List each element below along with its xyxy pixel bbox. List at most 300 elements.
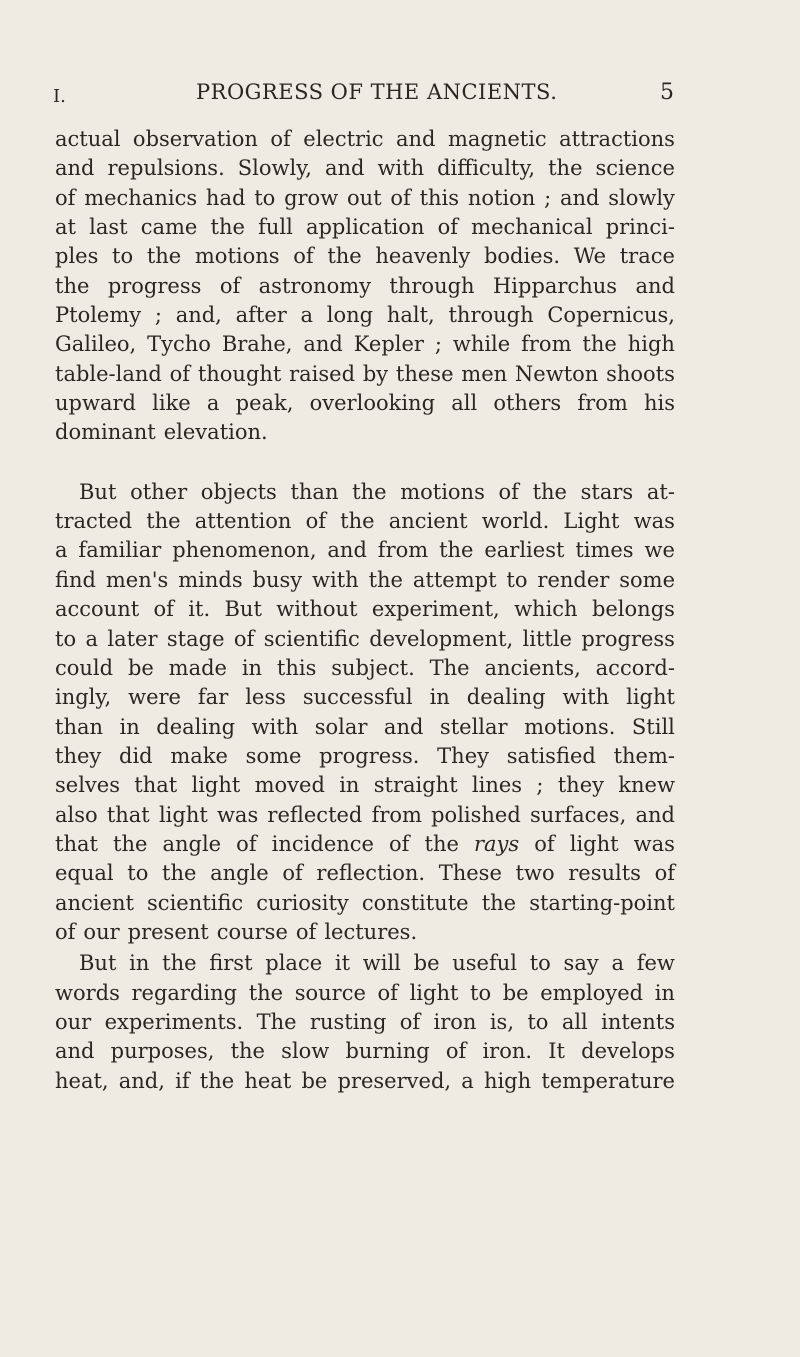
word: Tycho	[147, 332, 211, 357]
paragraph	[55, 949, 675, 1096]
word: progress	[107, 273, 202, 298]
word: in	[339, 773, 360, 798]
word: upward	[55, 391, 136, 416]
text-line	[55, 1037, 675, 1066]
word: raised	[289, 361, 356, 386]
word: the	[424, 831, 459, 856]
word: was	[633, 509, 675, 534]
word: find	[55, 567, 96, 592]
word: far	[197, 685, 229, 710]
word: regarding	[131, 980, 238, 1005]
word: and	[396, 127, 436, 151]
word: that	[55, 831, 98, 856]
word: attention	[194, 509, 292, 534]
word: grow	[284, 185, 339, 210]
word: long	[326, 303, 374, 328]
word: ;	[154, 303, 162, 328]
word: of	[55, 919, 76, 944]
word: equal	[55, 861, 114, 886]
word: Newton	[514, 361, 599, 386]
word: dealing	[156, 714, 236, 739]
word: of	[153, 597, 174, 622]
word: employed	[540, 980, 644, 1005]
word: ancient	[388, 509, 468, 534]
word: actual	[55, 127, 121, 151]
word: course	[216, 919, 288, 944]
text-line	[55, 242, 675, 271]
word: of	[377, 980, 398, 1005]
word: the	[113, 831, 148, 856]
text-line	[55, 154, 675, 183]
word: solar	[314, 714, 368, 739]
word: did	[119, 743, 153, 768]
word: a	[300, 303, 314, 328]
word: with	[251, 714, 299, 739]
word: was	[216, 802, 259, 827]
text-line	[55, 949, 675, 978]
word: application	[305, 215, 425, 240]
word: of	[390, 185, 411, 210]
word: of	[389, 831, 410, 856]
word: our	[83, 919, 120, 944]
word: table-land	[55, 361, 162, 386]
word: to	[470, 980, 492, 1005]
word: of	[654, 861, 675, 886]
word: a	[55, 538, 68, 563]
word: But	[79, 479, 117, 504]
word: other	[130, 479, 188, 504]
word: earliest	[484, 538, 565, 563]
word: knew	[618, 773, 675, 798]
word: some	[619, 567, 675, 592]
word: a	[85, 626, 98, 651]
word: the	[439, 538, 474, 563]
word: will	[362, 951, 401, 976]
word: scientific	[147, 890, 244, 915]
word: of	[437, 215, 458, 240]
word: ancient	[55, 890, 134, 915]
text-line	[55, 683, 675, 712]
word: they	[557, 773, 604, 798]
word: objects	[200, 479, 277, 504]
word: the	[162, 861, 197, 886]
word: trace	[619, 244, 675, 269]
word: from	[377, 538, 429, 563]
word: halt,	[386, 303, 435, 328]
text-line	[55, 566, 675, 595]
word: than	[290, 479, 339, 504]
word: progress.	[319, 743, 420, 768]
paragraph	[55, 125, 675, 448]
word: dealing	[466, 685, 546, 710]
word: was	[633, 831, 675, 856]
word: light	[626, 685, 675, 710]
running-title: PROGRESS OF THE ANCIENTS.	[196, 80, 558, 104]
word: place	[265, 951, 323, 976]
word: tracted	[55, 509, 133, 534]
word: and	[303, 332, 343, 357]
text-line	[55, 979, 675, 1008]
word: to	[127, 861, 149, 886]
word: light	[191, 773, 241, 798]
word: stellar	[439, 714, 508, 739]
word: the	[230, 1039, 265, 1064]
text-line	[55, 184, 675, 213]
word: made	[168, 655, 227, 680]
text-line	[55, 301, 675, 330]
word: be	[127, 655, 154, 680]
word: the	[548, 156, 583, 181]
word: stage	[166, 626, 225, 651]
word: in	[429, 685, 450, 710]
word: while	[452, 332, 511, 357]
word: These	[438, 861, 502, 886]
word: of	[282, 861, 303, 886]
word: men	[461, 361, 508, 386]
word: belongs	[591, 597, 675, 622]
word: results	[568, 861, 641, 886]
word: render	[537, 567, 610, 592]
word: from	[521, 332, 572, 357]
word: temperature	[541, 1068, 675, 1093]
word: it	[334, 951, 351, 976]
word: magnetic	[447, 127, 547, 151]
word: without	[276, 597, 358, 622]
text-line	[55, 713, 675, 742]
word: angle	[162, 831, 222, 856]
word: astronomy	[258, 273, 372, 298]
text-line	[55, 536, 675, 565]
word: men's	[105, 567, 169, 592]
word: reflection.	[316, 861, 426, 886]
word: could	[55, 655, 114, 680]
word: ingly,	[55, 685, 112, 710]
word: It	[548, 1039, 565, 1064]
word: the	[146, 244, 182, 269]
word: source	[294, 980, 366, 1005]
word: repulsions.	[107, 156, 225, 181]
word: of	[236, 831, 257, 856]
word: to	[529, 951, 551, 976]
word: development,	[369, 626, 514, 651]
text-line	[55, 213, 675, 242]
word: words	[55, 980, 120, 1005]
word: scientific	[263, 626, 360, 651]
word: motions	[400, 479, 485, 504]
word: that	[134, 773, 178, 798]
word: the	[146, 509, 181, 534]
word: notion	[467, 185, 536, 210]
body-text	[55, 125, 675, 1096]
word: by	[362, 361, 389, 386]
word: polished	[431, 802, 521, 827]
text-line	[55, 830, 675, 859]
word: subject.	[331, 655, 415, 680]
word: of	[55, 185, 76, 210]
word: of	[270, 127, 291, 151]
word: if	[175, 1068, 190, 1093]
word: first	[209, 951, 253, 976]
word: constitute	[361, 890, 469, 915]
word: intents	[601, 1009, 675, 1034]
word: the	[352, 479, 387, 504]
word: high	[483, 1068, 532, 1093]
word: princi-	[605, 215, 675, 240]
word: Galileo,	[55, 332, 137, 357]
word: ;	[434, 332, 442, 357]
word: Still	[631, 714, 675, 739]
word: from	[371, 802, 422, 827]
word: They	[437, 743, 489, 768]
text-line	[55, 272, 675, 301]
word: rusting	[309, 1009, 387, 1034]
word: others	[493, 391, 562, 416]
word: high	[627, 332, 675, 357]
word: with	[562, 685, 610, 710]
word: the	[532, 479, 567, 504]
word: our	[55, 1009, 92, 1034]
word: the	[481, 890, 517, 915]
word: progress	[581, 626, 675, 651]
word: mechanical	[471, 215, 593, 240]
word: and	[635, 273, 675, 298]
word: at	[55, 215, 76, 240]
word: a	[206, 391, 220, 416]
word: to	[254, 185, 276, 210]
word: his	[643, 391, 675, 416]
text-line	[55, 1067, 675, 1096]
word: be	[413, 951, 440, 976]
word: of	[498, 479, 519, 504]
word: attempt	[412, 567, 497, 592]
word: successful	[302, 685, 413, 710]
word: present	[127, 919, 209, 944]
word: to	[55, 626, 77, 651]
word: Light	[563, 509, 620, 534]
word: accord-	[595, 655, 675, 680]
word: two	[515, 861, 555, 886]
word: Kepler	[353, 332, 424, 357]
word: a	[461, 1068, 474, 1093]
word: But	[224, 597, 262, 622]
word: from	[577, 391, 628, 416]
word: lines	[471, 773, 523, 798]
word: heat	[244, 1068, 292, 1093]
word: of	[305, 509, 327, 534]
word: to	[527, 1009, 549, 1034]
word: in	[241, 655, 263, 680]
word: thought	[197, 361, 282, 386]
word: bodies.	[483, 244, 561, 269]
word: Ptolemy	[55, 303, 142, 328]
word: experiments.	[104, 1009, 244, 1034]
word: of	[233, 626, 255, 651]
text-line	[55, 595, 675, 624]
word: in	[129, 951, 150, 976]
text-line	[55, 918, 675, 947]
word: elevation.	[163, 420, 268, 445]
word: familiar	[78, 538, 162, 563]
word: ;	[544, 185, 552, 210]
text-line	[55, 742, 675, 771]
word: out	[346, 185, 382, 210]
word: slowly	[608, 185, 675, 210]
text-line	[55, 1008, 675, 1037]
word: all	[451, 391, 478, 416]
word: of	[293, 244, 314, 269]
word: account	[55, 597, 140, 622]
word: through	[448, 303, 534, 328]
word: dominant	[55, 420, 156, 445]
word: the	[327, 244, 362, 269]
word: shoots	[606, 361, 675, 386]
word: the	[162, 951, 197, 976]
word: the	[340, 509, 375, 534]
word: after	[235, 303, 287, 328]
text-line	[55, 330, 675, 359]
word: few	[636, 951, 675, 976]
text-line	[55, 654, 675, 683]
word: light	[569, 831, 619, 856]
word: starting-point	[529, 890, 675, 915]
word: world.	[481, 509, 550, 534]
word: lectures.	[324, 919, 418, 944]
word: less	[245, 685, 286, 710]
running-head	[0, 80, 800, 110]
word: science	[595, 156, 675, 181]
word: iron.	[482, 1039, 533, 1064]
page-number: 5	[660, 80, 674, 105]
text-line	[55, 418, 675, 447]
word: to	[112, 244, 134, 269]
word: stars	[580, 479, 634, 504]
word: The	[429, 655, 470, 680]
word: curiosity	[256, 890, 349, 915]
word: rays	[473, 831, 520, 856]
text-line	[55, 507, 675, 536]
word: of	[399, 1009, 421, 1034]
word: incidence	[271, 831, 374, 856]
word: a	[611, 951, 624, 976]
word: through	[389, 273, 475, 298]
word: the	[55, 273, 90, 298]
word: useful	[452, 951, 517, 976]
word: Brahe,	[221, 332, 293, 357]
word: straight	[373, 773, 458, 798]
word: light	[158, 802, 208, 827]
word: But	[79, 951, 117, 976]
word: ples	[55, 244, 99, 269]
word: make	[170, 743, 228, 768]
word: it.	[188, 597, 211, 622]
word: selves	[55, 773, 120, 798]
word: heavenly	[375, 244, 471, 269]
word: later	[107, 626, 158, 651]
word: this	[419, 185, 460, 210]
word: the	[210, 215, 245, 240]
word: little	[522, 626, 572, 651]
text-line	[55, 125, 675, 154]
word: in	[654, 980, 675, 1005]
word: some	[245, 743, 302, 768]
word: of	[169, 361, 191, 386]
word: this	[276, 655, 317, 680]
word: observation	[132, 127, 258, 151]
word: ;	[536, 773, 544, 798]
word: and	[55, 1039, 95, 1064]
text-line	[55, 889, 675, 918]
word: phenomenon,	[172, 538, 317, 563]
word: all	[561, 1009, 588, 1034]
word: slow	[281, 1039, 330, 1064]
word: of	[445, 1039, 467, 1064]
text-line	[55, 859, 675, 888]
chapter-number: I.	[53, 86, 66, 107]
word: were	[128, 685, 181, 710]
word: burning	[345, 1039, 430, 1064]
word: The	[256, 1009, 297, 1034]
word: is,	[489, 1009, 514, 1034]
word: with	[377, 156, 425, 181]
word: with	[312, 567, 359, 592]
word: which	[514, 597, 578, 622]
word: purposes,	[110, 1039, 215, 1064]
word: preserved,	[337, 1068, 452, 1093]
word: electric	[303, 127, 384, 151]
word: and	[383, 714, 424, 739]
word: like	[152, 391, 191, 416]
word: these	[395, 361, 454, 386]
word: difficulty,	[437, 156, 536, 181]
word: moved	[254, 773, 325, 798]
word: busy	[252, 567, 303, 592]
word: in	[119, 714, 140, 739]
word: motions.	[524, 714, 616, 739]
word: at-	[646, 479, 675, 504]
word: peak,	[235, 391, 294, 416]
word: be	[301, 1068, 328, 1093]
word: surfaces,	[529, 802, 627, 827]
word: Copernicus,	[547, 303, 675, 328]
word: and	[324, 156, 365, 181]
word: to	[506, 567, 528, 592]
word: of	[219, 273, 241, 298]
text-line	[55, 360, 675, 389]
word: times	[575, 538, 634, 563]
word: mechanics	[84, 185, 198, 210]
word: be	[502, 980, 529, 1005]
word: minds	[178, 567, 243, 592]
word: and,	[118, 1068, 165, 1093]
text-line	[55, 478, 675, 507]
text-line	[55, 625, 675, 654]
word: motions	[194, 244, 280, 269]
word: we	[644, 538, 675, 563]
word: light	[409, 980, 459, 1005]
word: overlooking	[309, 391, 436, 416]
word: Slowly,	[237, 156, 312, 181]
paragraph	[55, 478, 675, 948]
word: ancients,	[484, 655, 581, 680]
word: heat,	[55, 1068, 109, 1093]
word: Hipparchus	[492, 273, 618, 298]
word: than	[55, 714, 104, 739]
word: angle	[210, 861, 269, 886]
word: and	[559, 185, 600, 210]
word: satisfied	[506, 743, 596, 768]
word: them-	[613, 743, 675, 768]
word: full	[258, 215, 293, 240]
